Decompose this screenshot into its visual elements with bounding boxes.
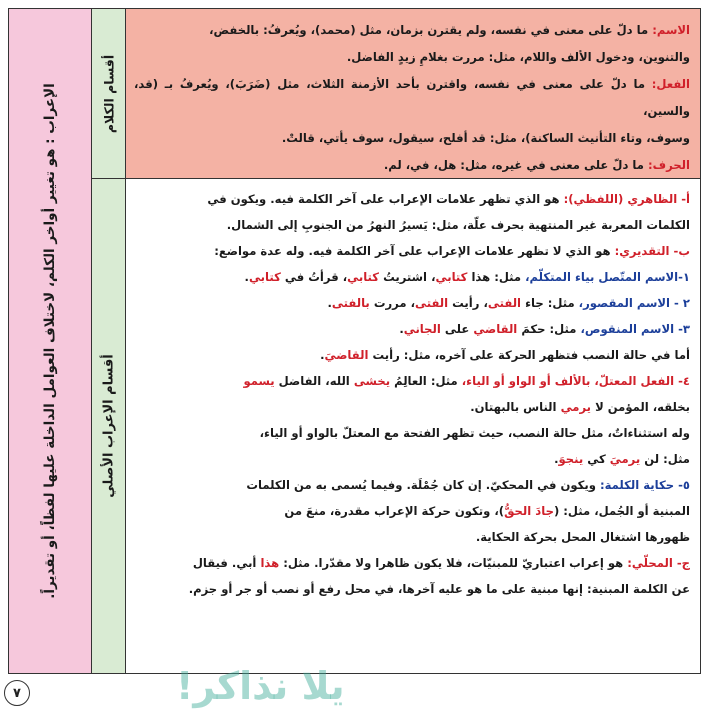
case-4-example: مثل: لن يرميَ كي ينجوَ. — [554, 452, 690, 466]
case-1: ١-الاسم المتّصل بياء المتكلّم، مثل: هذا كتابي، اشتريتُ كتابي، قرأتُ في كتابي. — [244, 270, 690, 284]
local-parsing-cont: عن الكلمة المبنية: إنها مبنية على ما هو عليه آخرها، في محل رفع أو نصب أو جر أو جزم. — [188, 582, 690, 596]
apparent-parsing-cont: الكلمات المعربة غير المنتهية بحرف علّة، مثل: يَسيرُ النهرُ من الجنوبِ إلى الشمال. — [226, 218, 690, 232]
parsing-types-label: أقسام الإعراب الأصلي — [101, 354, 116, 498]
main-column — [125, 9, 700, 673]
word-types-label-cell — [92, 9, 125, 179]
particle-definition: الحرف: ما دلّ على معنى في غيره، مثل: هل، في، لم. — [383, 158, 690, 172]
case-5: ٥- حكاية الكلمة: ويكون في المحكيّ. إن كان جُمْلَة. وفيما يُسمى به من الكلمات — [246, 478, 690, 492]
case-4-cont: بخلقه، المؤمن لا يرمي الناس بالبهتان. — [470, 400, 690, 414]
local-parsing: ج- المحلّي: هو إعراب اعتباريّ للمبنيّات، فلا يكون ظاهرا ولا مقدّرا. مثل: هذا أبي. فيقال — [192, 556, 690, 570]
parsing-types-section — [126, 179, 700, 673]
content-table — [8, 8, 701, 674]
case-5-cont: المبنية أو الجُمل، مثل: (جادَ الحقُّ)، وتكون حركة الإعراب مقدرة، منعَ من — [284, 504, 690, 518]
parsing-types-label-cell — [92, 179, 125, 673]
word-types-section — [126, 9, 700, 179]
section-labels-column — [91, 9, 125, 673]
page-number: ٧ — [4, 680, 30, 706]
word-types-label: أقسام الكلام — [101, 54, 116, 133]
case-4: ٤- الفعل المعتلّ، بالألف أو الواو أو الياء، مثل: العالِمُ يخشى الله، الفاضل يسمو — [243, 374, 690, 388]
parsing-definition: الإعراب : هو تغيير أواخر الكلم، لاختلاف العوامل الداخلة عليها لفظاً، أو تقديراً. — [42, 83, 58, 599]
parsing-definition-column — [9, 9, 91, 673]
case-5-end: ظهورها اشتغال المحل بحركة الحكاية. — [475, 530, 690, 544]
apparent-parsing: أ- الظاهري (اللفظي): هو الذي تظهر علامات الإعراب على آخر الكلمة فيه. ويكون في — [207, 192, 690, 206]
case-3: ٣- الاسم المنقوص، مثل: حكمَ القاضي على الجاني. — [399, 322, 690, 336]
case-2: ٢ - الاسم المقصور، مثل: جاء الفتى، رأيت الفتى، مررت بالفتى. — [327, 296, 690, 310]
watermark-logo: يلا نذاكر! — [176, 664, 345, 708]
case-4-exceptions: وله استثناءاتٌ، مثل حالة النصب، حيث تظهر الفتحة مع المعتلّ بالواو أو الياء، — [259, 426, 690, 440]
estimated-parsing: ب- التقديري: هو الذي لا تظهر علامات الإعراب على آخر الكلمة فيه. وله عدة مواضع: — [214, 244, 690, 258]
case-3-note: أما في حالة النصب فتظهر الحركة على آخره، مثل: رأيت القاضيَ. — [320, 348, 690, 362]
noun-signs: والتنوين، ودخول الألف واللام، مثل: مررت بغلامِ زيدٍ الفاضل. — [346, 50, 690, 64]
verb-definition: الفعل: ما دلّ على معنى في نفسه، واقترن بأحد الأزمنة الثلاث، مثل (ضَرَبَ)، ويُعرفُ بـ (قد، والسين، — [134, 77, 690, 118]
verb-signs: وسوف، وتاء التأنيث الساكنة)، مثل: قد أفلح، سيقول، سوف يأتي، قالتْ. — [281, 131, 690, 145]
noun-definition: الاسم: ما دلّ على معنى في نفسه، ولم يقترن بزمان، مثل (محمد)، ويُعرفُ: بالخفض، — [209, 23, 690, 37]
